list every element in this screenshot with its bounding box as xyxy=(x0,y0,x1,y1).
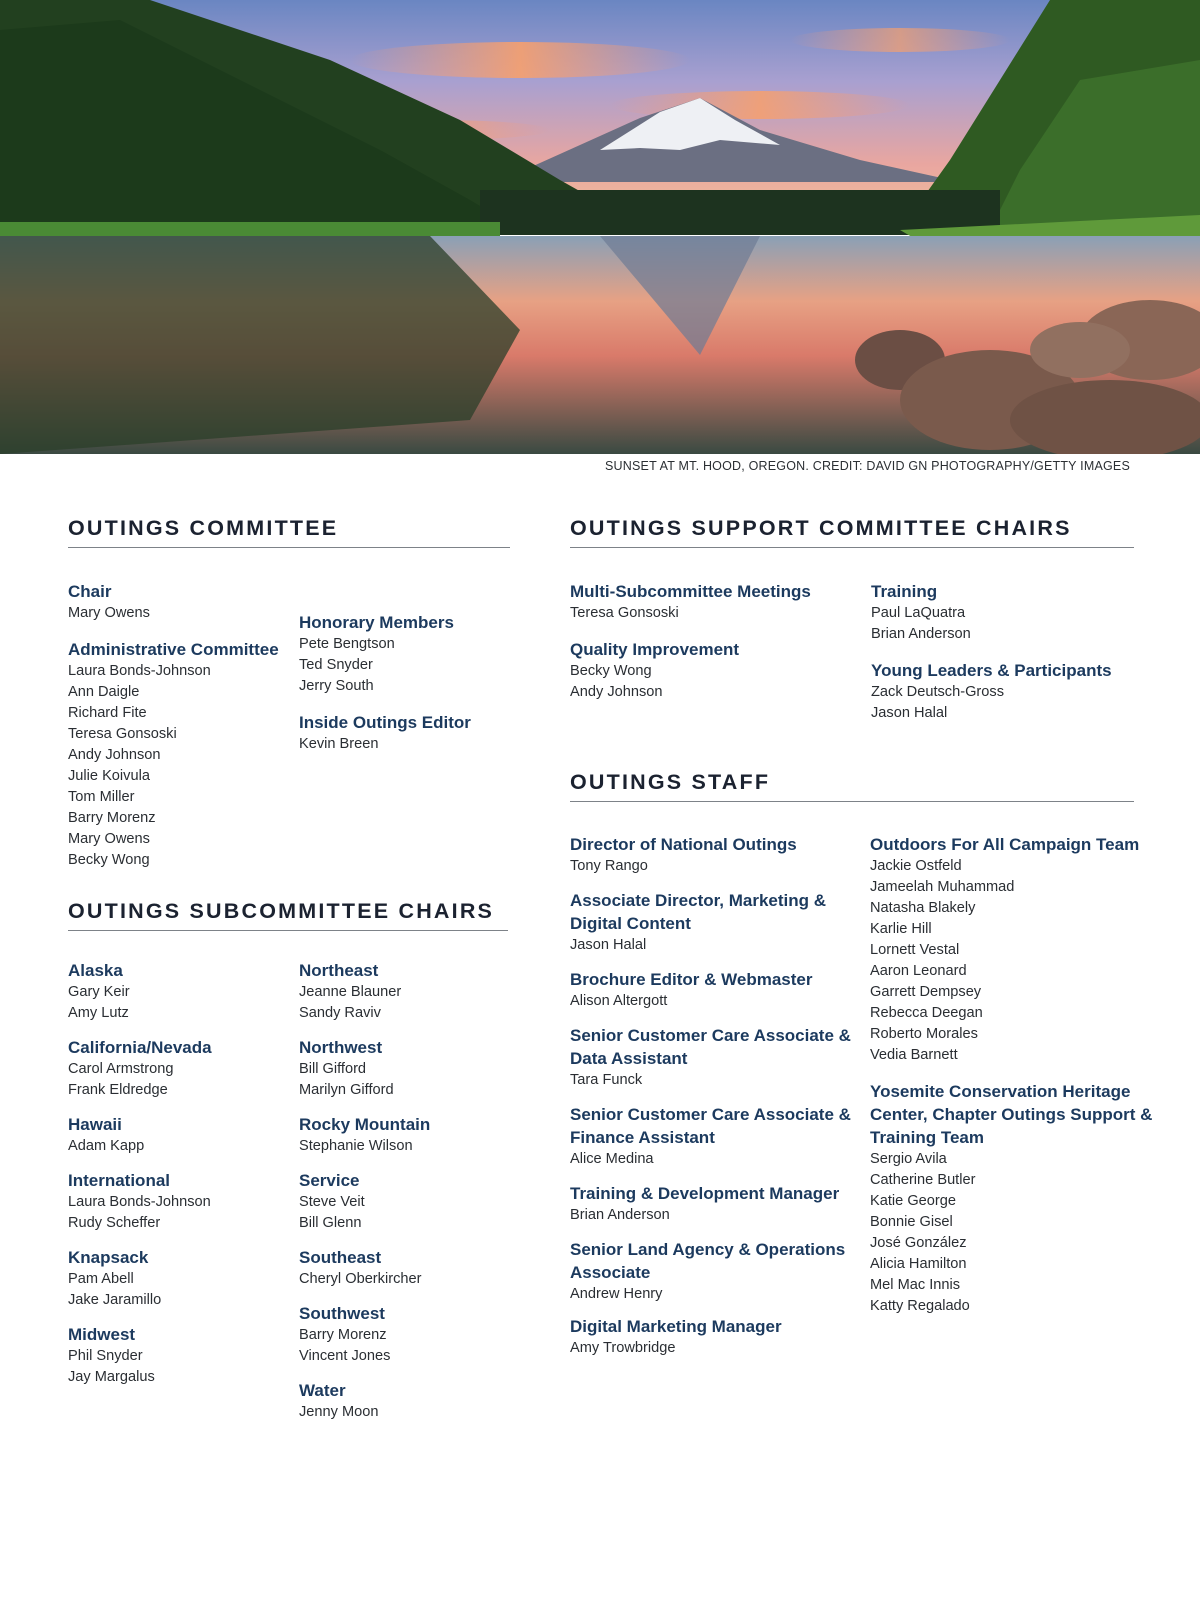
role-title: Senior Customer Care Associate & Data Assistant xyxy=(570,1026,851,1068)
person-name: Cheryl Oberkircher xyxy=(299,1271,422,1287)
person-name: Bill Gifford xyxy=(299,1061,367,1077)
role-group xyxy=(570,833,855,877)
role-group xyxy=(299,1379,509,1423)
role-group xyxy=(871,659,1141,724)
person-name: Jameelah Muhammad xyxy=(870,879,1015,895)
role-group xyxy=(68,1323,288,1388)
person-name: Paul LaQuatra xyxy=(871,605,966,621)
person-name: Tara Funck xyxy=(570,1072,643,1088)
person-name: Barry Morenz xyxy=(68,810,156,826)
person-name: Carol Armstrong xyxy=(68,1061,174,1077)
person-name: José González xyxy=(870,1235,967,1251)
role-group xyxy=(299,711,509,755)
subcommittee-chairs-column-1 xyxy=(68,959,288,1402)
role-title: Training xyxy=(871,582,938,601)
person-name: Bonnie Gisel xyxy=(870,1214,953,1230)
role-group xyxy=(570,1238,855,1305)
role-group xyxy=(570,968,855,1012)
role-title: Outdoors For All Campaign Team xyxy=(870,835,1140,854)
person-name: Bill Glenn xyxy=(299,1215,362,1231)
person-name: Julie Koivula xyxy=(68,768,150,784)
person-name: Gary Keir xyxy=(68,984,130,1000)
mt-hood-landscape-image xyxy=(0,0,1200,454)
person-name: Becky Wong xyxy=(570,663,652,679)
person-name: Alison Altergott xyxy=(570,993,668,1009)
person-name: Brian Anderson xyxy=(871,626,971,642)
person-name: Tony Rango xyxy=(570,858,648,874)
role-group xyxy=(299,1169,509,1234)
person-name: Amy Lutz xyxy=(68,1005,129,1021)
role-group xyxy=(299,1302,509,1367)
person-name: Barry Morenz xyxy=(299,1327,387,1343)
person-name: Laura Bonds-Johnson xyxy=(68,1194,211,1210)
hero-photo xyxy=(0,0,1200,454)
person-name: Teresa Gonsoski xyxy=(570,605,679,621)
role-group xyxy=(570,1024,855,1091)
role-group xyxy=(299,611,509,697)
person-name: Steve Veit xyxy=(299,1194,365,1210)
person-name: Kevin Breen xyxy=(299,736,379,752)
person-name: Lornett Vestal xyxy=(870,942,960,958)
role-group xyxy=(299,1246,509,1290)
role-group xyxy=(68,1246,288,1311)
person-name: Jackie Ostfeld xyxy=(870,858,962,874)
role-group xyxy=(68,638,288,871)
person-name: Alicia Hamilton xyxy=(870,1256,967,1272)
role-title: Director of National Outings xyxy=(570,835,797,854)
role-title: Multi-Subcommittee Meetings xyxy=(570,582,811,601)
person-name: Sergio Avila xyxy=(870,1151,947,1167)
role-title: Southwest xyxy=(299,1304,385,1323)
person-name: Andy Johnson xyxy=(570,684,663,700)
person-name: Aaron Leonard xyxy=(870,963,967,979)
role-title: Rocky Mountain xyxy=(299,1115,431,1134)
role-title: Knapsack xyxy=(68,1248,149,1267)
role-group xyxy=(870,1080,1160,1317)
role-title: Associate Director, Marketing & Digital Content xyxy=(570,891,827,933)
role-group xyxy=(871,580,1141,645)
role-group xyxy=(68,1113,288,1157)
person-name: Sandy Raviv xyxy=(299,1005,381,1021)
person-name: Jay Margalus xyxy=(68,1369,155,1385)
role-title: Quality Improvement xyxy=(570,640,740,659)
role-title: Alaska xyxy=(68,961,123,980)
role-title: Northwest xyxy=(299,1038,383,1057)
outings-committee-column-2 xyxy=(299,611,509,769)
person-name: Jeanne Blauner xyxy=(299,984,402,1000)
role-title: Honorary Members xyxy=(299,613,454,632)
subcommittee-chairs-column-2 xyxy=(299,959,509,1437)
role-group xyxy=(570,1103,855,1170)
role-group xyxy=(68,959,288,1024)
role-title: International xyxy=(68,1171,171,1190)
person-name: Natasha Blakely xyxy=(870,900,976,916)
role-title: Training & Development Manager xyxy=(570,1184,840,1203)
person-name: Alice Medina xyxy=(570,1151,654,1167)
person-name: Katty Regalado xyxy=(870,1298,970,1314)
person-name: Andrew Henry xyxy=(570,1286,663,1302)
person-name: Becky Wong xyxy=(68,852,150,868)
role-group xyxy=(299,959,509,1024)
role-title: Inside Outings Editor xyxy=(299,713,471,732)
person-name: Mary Owens xyxy=(68,831,150,847)
role-group xyxy=(299,1113,509,1157)
person-name: Roberto Morales xyxy=(870,1026,978,1042)
person-name: Zack Deutsch-Gross xyxy=(871,684,1004,700)
person-name: Marilyn Gifford xyxy=(299,1082,394,1098)
role-title: Young Leaders & Participants xyxy=(871,661,1112,680)
person-name: Pam Abell xyxy=(68,1271,134,1287)
person-name: Phil Snyder xyxy=(68,1348,143,1364)
role-title: Administrative Committee xyxy=(68,640,279,659)
person-name: Ted Snyder xyxy=(299,657,373,673)
role-title: Senior Customer Care Associate & Finance Assistant xyxy=(570,1105,851,1147)
person-name: Laura Bonds-Johnson xyxy=(68,663,211,679)
person-name: Tom Miller xyxy=(68,789,135,805)
person-name: Andy Johnson xyxy=(68,747,161,763)
person-name: Mary Owens xyxy=(68,605,150,621)
support-chairs-column-2 xyxy=(871,580,1141,738)
person-name: Katie George xyxy=(870,1193,956,1209)
person-name: Teresa Gonsoski xyxy=(68,726,177,742)
person-name: Catherine Butler xyxy=(870,1172,976,1188)
person-name: Adam Kapp xyxy=(68,1138,145,1154)
role-title: Southeast xyxy=(299,1248,382,1267)
outings-committee-heading: OUTINGS COMMITTEE xyxy=(68,516,510,548)
person-name: Jason Halal xyxy=(570,937,647,953)
role-title: Brochure Editor & Webmaster xyxy=(570,970,813,989)
role-title: Northeast xyxy=(299,961,379,980)
person-name: Rebecca Deegan xyxy=(870,1005,983,1021)
person-name: Ann Daigle xyxy=(68,684,140,700)
person-name: Mel Mac Innis xyxy=(870,1277,961,1293)
person-name: Brian Anderson xyxy=(570,1207,670,1223)
staff-heading: OUTINGS STAFF xyxy=(570,770,1134,802)
person-name: Amy Trowbridge xyxy=(570,1340,676,1356)
role-group xyxy=(570,580,860,624)
person-name: Richard Fite xyxy=(68,705,147,721)
role-title: Hawaii xyxy=(68,1115,122,1134)
person-name: Vedia Barnett xyxy=(870,1047,958,1063)
person-name: Rudy Scheffer xyxy=(68,1215,161,1231)
role-title: Digital Marketing Manager xyxy=(570,1317,782,1336)
role-group xyxy=(870,833,1160,1066)
staff-column-1 xyxy=(570,833,855,1373)
person-name: Jerry South xyxy=(299,678,374,694)
role-title: California/Nevada xyxy=(68,1038,212,1057)
photo-caption: SUNSET AT MT. HOOD, OREGON. CREDIT: DAVID GN PHOTOGRAPHY/GETTY IMAGES xyxy=(605,459,1130,473)
person-name: Frank Eldredge xyxy=(68,1082,168,1098)
person-name: Vincent Jones xyxy=(299,1348,391,1364)
role-title: Senior Land Agency & Operations Associate xyxy=(570,1240,846,1282)
role-group xyxy=(570,1182,855,1226)
role-group xyxy=(570,638,860,703)
staff-column-2 xyxy=(870,833,1160,1331)
person-name: Pete Bengtson xyxy=(299,636,395,652)
person-name: Stephanie Wilson xyxy=(299,1138,413,1154)
role-title: Chair xyxy=(68,582,112,601)
person-name: Jenny Moon xyxy=(299,1404,379,1420)
role-group xyxy=(570,889,855,956)
person-name: Jason Halal xyxy=(871,705,948,721)
role-group xyxy=(68,580,288,624)
person-name: Garrett Dempsey xyxy=(870,984,982,1000)
person-name: Jake Jaramillo xyxy=(68,1292,162,1308)
subcommittee-chairs-heading: OUTINGS SUBCOMMITTEE CHAIRS xyxy=(68,899,508,931)
role-group xyxy=(299,1036,509,1101)
role-title: Water xyxy=(299,1381,346,1400)
support-chairs-heading: OUTINGS SUPPORT COMMITTEE CHAIRS xyxy=(570,516,1134,548)
role-title: Service xyxy=(299,1171,360,1190)
role-group xyxy=(68,1169,288,1234)
role-group xyxy=(570,1315,855,1359)
role-title: Yosemite Conservation Heritage Center, Chapter Outings Support & Training Team xyxy=(870,1082,1153,1147)
person-name: Karlie Hill xyxy=(870,921,932,937)
outings-committee-column-1 xyxy=(68,580,288,885)
support-chairs-column-1 xyxy=(570,580,860,717)
role-title: Midwest xyxy=(68,1325,136,1344)
role-group xyxy=(68,1036,288,1101)
